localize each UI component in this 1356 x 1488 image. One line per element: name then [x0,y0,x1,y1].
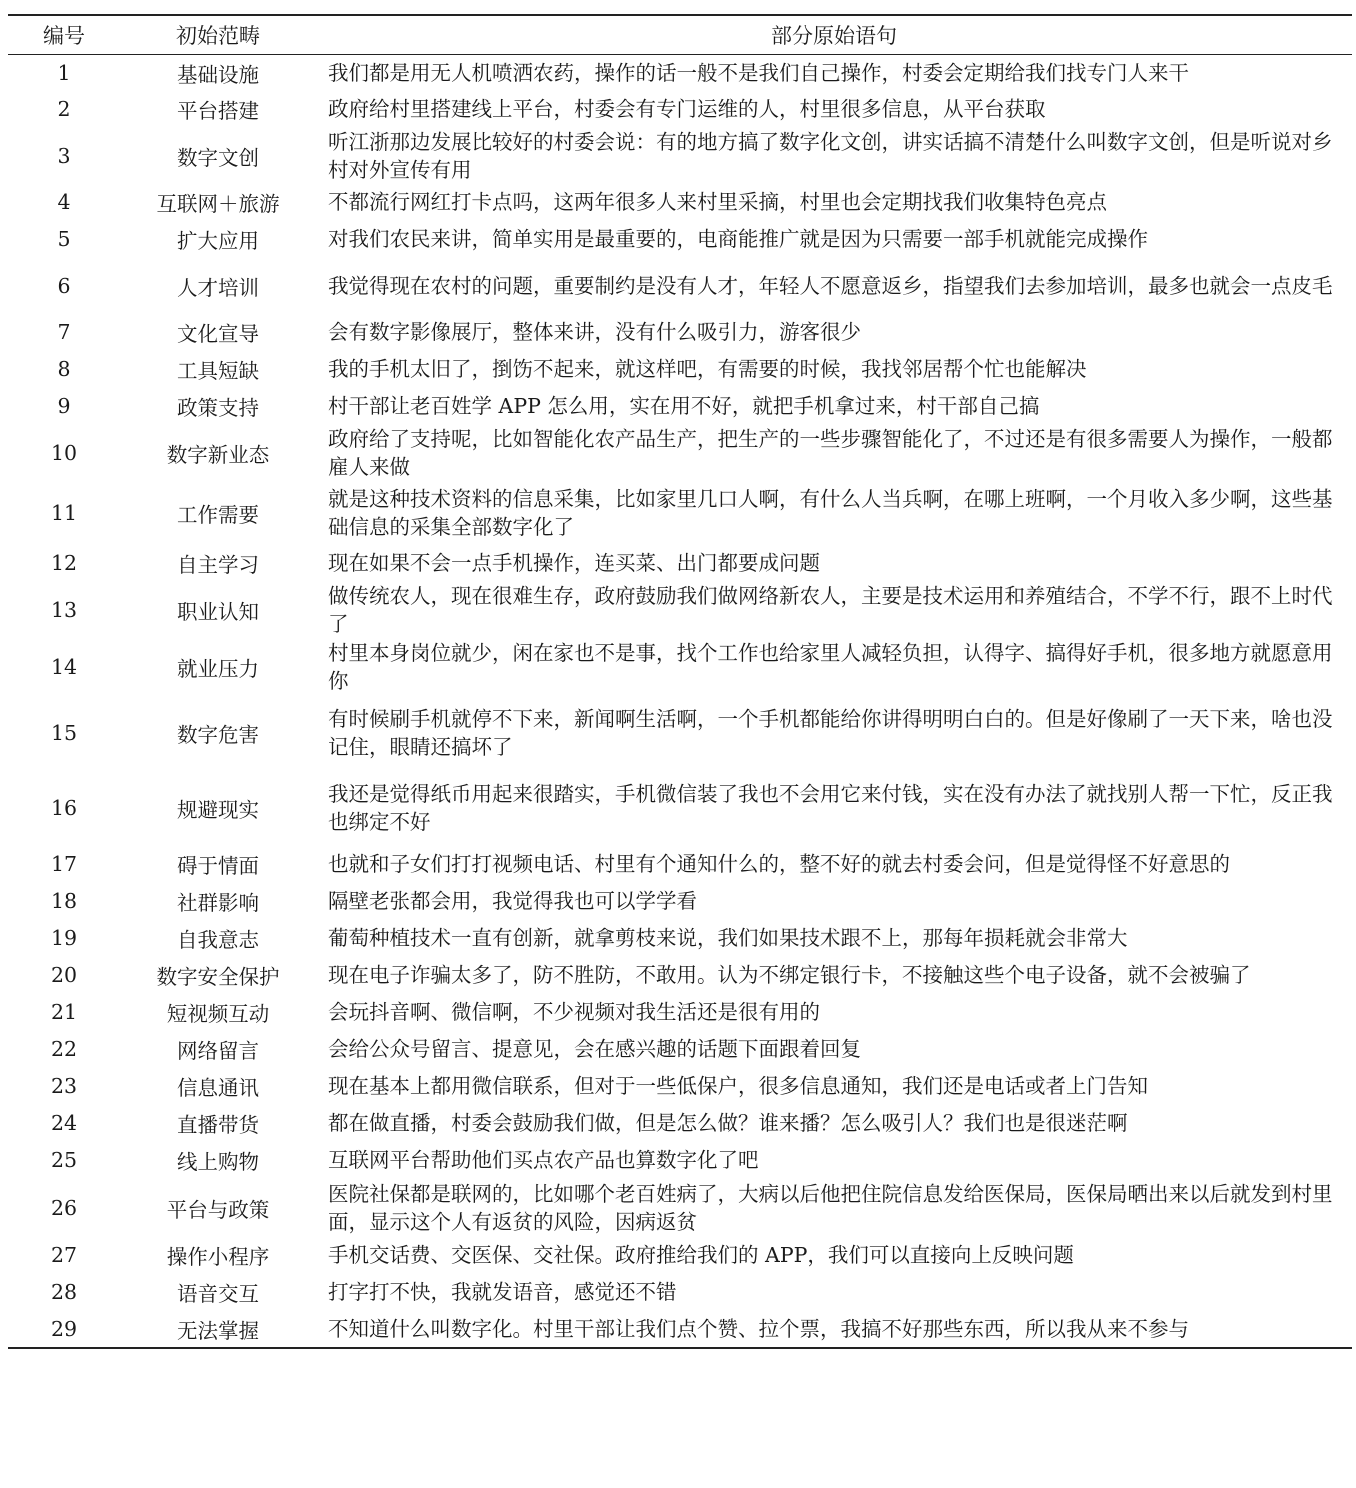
row-category: 工作需要 [177,503,259,527]
row-quote: 我还是觉得纸币用起来很踏实，手机微信装了我也不会用它来付钱，实在没有办法了就找别人帮一下忙，反正我也绑定不好 [328,782,1333,834]
row-number: 23 [50,1074,78,1098]
row-category: 直播带货 [177,1113,259,1137]
table-row [8,1237,1352,1274]
row-quote: 会给公众号留言、提意见，会在感兴趣的话题下面跟着回复 [328,1037,861,1061]
table-row [8,696,1352,771]
row-category: 职业认知 [177,600,259,624]
row-quote: 也就和子女们打打视频电话、村里有个通知什么的，整不好的就去村委会问，但是觉得怪不好意思的 [328,852,1230,876]
table-row [8,128,1352,184]
row-quote: 医院社保都是联网的，比如哪个老百姓病了，大病以后他把住院信息发给医保局，医保局晒出来以后就发到村里面，显示这个人有返贫的风险，因病返贫 [328,1181,1333,1234]
row-number: 14 [50,655,78,679]
row-category: 线上购物 [177,1150,259,1174]
row-category: 网络留言 [177,1039,259,1063]
row-quote: 互联网平台帮助他们买点农产品也算数字化了吧 [328,1148,759,1172]
row-number: 10 [50,441,78,465]
row-quote: 对我们农民来讲，简单实用是最重要的，电商能推广就是因为只需要一部手机就能完成操作 [328,227,1148,251]
row-number: 12 [50,551,78,575]
row-quote: 村干部让老百姓学 APP 怎么用，实在用不好，就把手机拿过来，村干部自己搞 [328,394,1040,418]
table-row [8,184,1352,221]
row-category: 语音交互 [177,1282,259,1306]
row-number: 26 [50,1195,78,1220]
row-number: 1 [57,60,71,85]
coding-table [8,14,1352,1349]
table-row [8,482,1352,545]
row-category: 就业压力 [177,657,259,681]
row-number: 28 [50,1280,78,1304]
row-number: 15 [50,721,78,745]
row-quote: 会玩抖音啊、微信啊，不少视频对我生活还是很有用的 [328,1000,820,1024]
row-number: 18 [50,889,78,913]
table-row [8,1311,1352,1348]
header-original-statements: 部分原始语句 [771,24,897,48]
row-category: 平台与政策 [166,1197,270,1222]
row-number: 3 [57,143,71,168]
row-category: 数字安全保护 [156,965,280,989]
row-quote: 就是这种技术资料的信息采集，比如家里几口人啊，有什么人当兵啊，在哪上班啊，一个月收入多少啊，这些基础信息的采集全部数字化了 [328,487,1333,539]
row-quote: 做传统农人，现在很难生存，政府鼓励我们做网络新农人，主要是技术运用和养殖结合，不学不行，跟不上时代了 [328,584,1333,636]
row-number: 22 [50,1037,78,1061]
row-quote: 我的手机太旧了，捯饬不起来，就这样吧，有需要的时候，我找邻居帮个忙也能解决 [328,357,1087,381]
table-row [8,351,1352,388]
table-row [8,91,1352,128]
row-quote: 我们都是用无人机喷洒农药，操作的话一般不是我们自己操作，村委会定期给我们找专门人来干 [328,60,1189,85]
table-row [8,639,1352,696]
row-number: 27 [50,1243,78,1267]
row-quote: 不都流行网红打卡点吗，这两年很多人来村里采摘，村里也会定期找我们收集特色亮点 [328,190,1107,214]
row-quote: 不知道什么叫数字化。村里干部让我们点个赞、拉个票，我搞不好那些东西，所以我从来不参与 [328,1316,1189,1341]
row-quote: 有时候刷手机就停不下来，新闻啊生活啊，一个手机都能给你讲得明明白白的。但是好像刷了一天下来，啥也没记住，眼睛还搞坏了 [328,707,1333,759]
table-row [8,388,1352,425]
table-header-row [8,15,1352,55]
row-quote: 听江浙那边发展比较好的村委会说：有的地方搞了数字化文创，讲实话搞不清楚什么叫数字文创，但是听说对乡村对外宣传有用 [328,129,1333,182]
table-row [8,1274,1352,1311]
row-number: 7 [57,320,71,344]
row-category: 政策支持 [177,396,259,420]
row-quote: 政府给了支持呢，比如智能化农产品生产，把生产的一些步骤智能化了，不过还是有很多需要人为操作，一般都雇人来做 [328,427,1333,479]
row-category: 数字新业态 [166,443,270,467]
header-number: 编号 [43,24,85,48]
row-number: 17 [50,852,78,876]
row-category: 自我意志 [177,928,259,952]
row-quote: 都在做直播，村委会鼓励我们做，但是怎么做？谁来播？怎么吸引人？我们也是很迷茫啊 [328,1111,1128,1135]
table-row [8,883,1352,920]
row-quote: 会有数字影像展厅，整体来讲，没有什么吸引力，游客很少 [328,320,861,344]
row-category: 无法掌握 [177,1318,259,1343]
table-row [8,994,1352,1031]
table-row [8,1179,1352,1237]
row-quote: 政府给村里搭建线上平台，村委会有专门运维的人，村里很多信息，从平台获取 [328,97,1046,121]
table-row [8,920,1352,957]
row-number: 20 [50,963,78,987]
header-initial-category: 初始范畴 [176,24,260,48]
row-number: 24 [50,1111,78,1135]
row-quote: 打字打不快，我就发语音，感觉还不错 [328,1280,677,1304]
row-category: 数字危害 [177,723,259,747]
row-quote: 村里本身岗位就少，闲在家也不是事，找个工作也给家里人减轻负担，认得字、搞得好手机，很多地方就愿意用你 [328,641,1333,693]
row-category: 工具短缺 [177,359,259,383]
row-number: 9 [57,394,71,418]
row-quote: 手机交话费、交医保、交社保。政府推给我们的 APP，我们可以直接向上反映问题 [328,1243,1074,1267]
row-category: 文化宣导 [177,322,259,346]
row-quote: 现在如果不会一点手机操作，连买菜、出门都要成问题 [328,551,820,575]
row-category: 自主学习 [177,553,259,577]
table-row [8,221,1352,258]
row-quote: 葡萄种植技术一直有创新，就拿剪枝来说，我们如果技术跟不上，那每年损耗就会非常大 [328,926,1128,950]
row-quote: 现在基本上都用微信联系，但对于一些低保户，很多信息通知，我们还是电话或者上门告知 [328,1074,1148,1098]
table-row [8,55,1352,91]
table-row [8,771,1352,846]
table-row [8,258,1352,314]
row-number: 16 [50,796,78,820]
row-quote: 隔壁老张都会用，我觉得我也可以学学看 [328,889,697,913]
row-category: 扩大应用 [177,229,259,253]
row-category: 社群影响 [177,891,259,915]
coding-table-container [8,14,1352,1349]
table-row [8,957,1352,994]
row-category: 平台搭建 [177,99,259,123]
table-row [8,545,1352,582]
row-quote: 现在电子诈骗太多了，防不胜防，不敢用。认为不绑定银行卡，不接触这些个电子设备，就不会被骗了 [328,963,1251,987]
table-row [8,1142,1352,1179]
row-category: 数字文创 [177,145,259,170]
table-row [8,1068,1352,1105]
row-number: 13 [50,598,78,622]
table-row [8,582,1352,639]
row-number: 11 [50,501,78,525]
row-number: 19 [50,926,78,950]
row-category: 基础设施 [177,62,259,87]
row-number: 6 [57,273,71,298]
row-category: 规避现实 [177,798,259,822]
row-number: 4 [57,190,71,214]
table-row [8,425,1352,482]
row-category: 短视频互动 [166,1002,270,1026]
row-quote: 我觉得现在农村的问题，重要制约是没有人才，年轻人不愿意返乡，指望我们去参加培训，最多也就会一点皮毛 [328,273,1333,298]
row-category: 信息通讯 [177,1076,259,1100]
table-row [8,1105,1352,1142]
table-row [8,846,1352,883]
row-number: 29 [50,1316,78,1341]
row-category: 操作小程序 [166,1245,270,1269]
row-category: 碍于情面 [177,854,259,878]
row-number: 2 [57,97,71,121]
row-category: 互联网＋旅游 [156,192,280,216]
row-number: 21 [50,1000,78,1024]
table-row [8,314,1352,351]
table-row [8,1031,1352,1068]
row-number: 5 [57,227,71,251]
row-category: 人才培训 [177,275,259,300]
row-number: 8 [57,357,71,381]
row-number: 25 [50,1148,78,1172]
